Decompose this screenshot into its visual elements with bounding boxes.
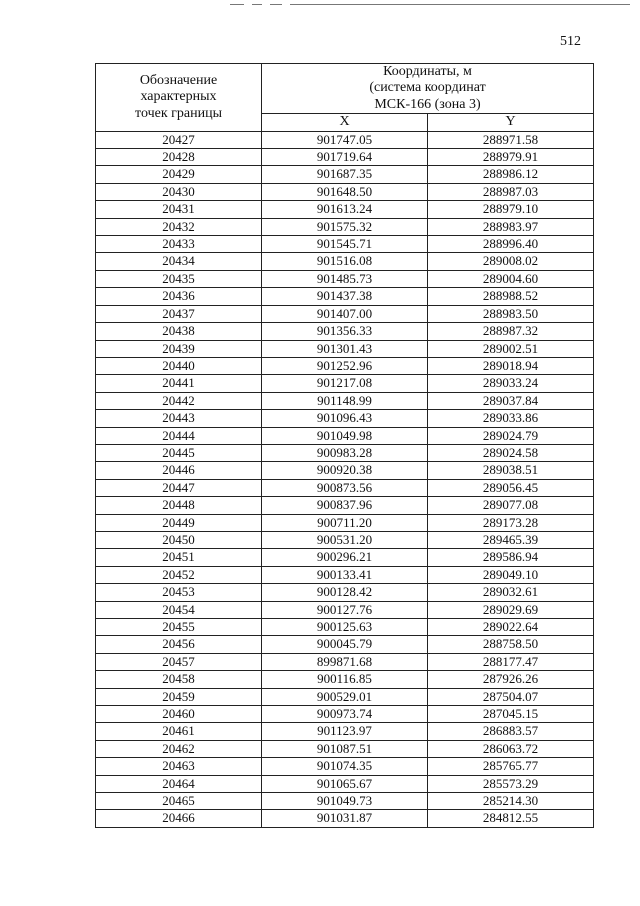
y-cell: 285214.30 xyxy=(428,793,594,810)
x-cell: 901096.43 xyxy=(262,410,428,427)
table-row xyxy=(96,793,594,810)
table-row xyxy=(96,218,594,235)
x-cell: 901648.50 xyxy=(262,183,428,200)
table-row xyxy=(96,323,594,340)
x-cell: 900920.38 xyxy=(262,462,428,479)
table-row xyxy=(96,688,594,705)
page-number: 512 xyxy=(560,34,581,49)
y-cell: 289033.24 xyxy=(428,375,594,392)
y-cell: 284812.55 xyxy=(428,810,594,827)
header-coords-line: Координаты, м xyxy=(383,64,472,79)
x-cell: 900531.20 xyxy=(262,531,428,548)
point-id-cell: 20441 xyxy=(96,375,262,392)
x-cell: 901575.32 xyxy=(262,218,428,235)
point-id-cell: 20428 xyxy=(96,149,262,166)
y-cell: 285573.29 xyxy=(428,775,594,792)
table-row xyxy=(96,723,594,740)
x-cell: 900873.56 xyxy=(262,479,428,496)
y-cell: 289049.10 xyxy=(428,566,594,583)
point-id-cell: 20432 xyxy=(96,218,262,235)
x-cell: 901123.97 xyxy=(262,723,428,740)
point-id-cell: 20451 xyxy=(96,549,262,566)
table-row xyxy=(96,531,594,548)
table-row xyxy=(96,410,594,427)
y-cell: 288983.97 xyxy=(428,218,594,235)
point-id-cell: 20429 xyxy=(96,166,262,183)
point-id-cell: 20434 xyxy=(96,253,262,270)
x-cell: 901148.99 xyxy=(262,392,428,409)
y-cell: 288983.50 xyxy=(428,305,594,322)
y-cell: 286063.72 xyxy=(428,740,594,757)
point-id-cell: 20457 xyxy=(96,653,262,670)
point-id-cell: 20455 xyxy=(96,619,262,636)
table-row xyxy=(96,201,594,218)
table-row xyxy=(96,392,594,409)
point-id-cell: 20443 xyxy=(96,410,262,427)
point-id-cell: 20448 xyxy=(96,497,262,514)
y-cell: 288971.58 xyxy=(428,131,594,148)
table-row xyxy=(96,236,594,253)
table-row xyxy=(96,131,594,148)
x-cell: 901356.33 xyxy=(262,323,428,340)
x-cell: 900133.41 xyxy=(262,566,428,583)
y-cell: 289033.86 xyxy=(428,410,594,427)
table-row xyxy=(96,444,594,461)
header-coords-line: (система координат xyxy=(369,80,486,96)
table-row xyxy=(96,305,594,322)
x-cell: 901407.00 xyxy=(262,305,428,322)
table-header xyxy=(96,64,594,132)
header-coords-line: МСК-166 (зона 3) xyxy=(374,96,481,112)
y-cell: 288979.10 xyxy=(428,201,594,218)
x-cell: 900125.63 xyxy=(262,619,428,636)
table-row xyxy=(96,340,594,357)
table-row xyxy=(96,479,594,496)
x-cell: 900045.79 xyxy=(262,636,428,653)
x-cell: 900127.76 xyxy=(262,601,428,618)
y-cell: 289024.79 xyxy=(428,427,594,444)
point-id-cell: 20444 xyxy=(96,427,262,444)
table-row xyxy=(96,566,594,583)
x-cell: 901485.73 xyxy=(262,270,428,287)
table-row xyxy=(96,671,594,688)
x-cell: 899871.68 xyxy=(262,653,428,670)
y-cell: 289004.60 xyxy=(428,270,594,287)
y-cell: 288177.47 xyxy=(428,653,594,670)
point-id-cell: 20460 xyxy=(96,706,262,723)
y-cell: 289029.69 xyxy=(428,601,594,618)
table-row xyxy=(96,149,594,166)
point-id-cell: 20427 xyxy=(96,131,262,148)
table-row xyxy=(96,601,594,618)
x-cell: 901031.87 xyxy=(262,810,428,827)
header-x: X xyxy=(262,114,428,131)
y-cell: 288987.32 xyxy=(428,323,594,340)
point-id-cell: 20453 xyxy=(96,584,262,601)
point-id-cell: 20435 xyxy=(96,270,262,287)
x-cell: 900116.85 xyxy=(262,671,428,688)
point-id-cell: 20465 xyxy=(96,793,262,810)
y-cell: 288996.40 xyxy=(428,236,594,253)
table-row xyxy=(96,775,594,792)
x-cell: 901719.64 xyxy=(262,149,428,166)
table-row xyxy=(96,740,594,757)
table-row xyxy=(96,706,594,723)
table-row xyxy=(96,636,594,653)
point-id-cell: 20445 xyxy=(96,444,262,461)
y-cell: 286883.57 xyxy=(428,723,594,740)
y-cell: 289077.08 xyxy=(428,497,594,514)
header-id-line: Обозначение xyxy=(139,72,218,88)
y-cell: 288758.50 xyxy=(428,636,594,653)
y-cell: 289586.94 xyxy=(428,549,594,566)
point-id-cell: 20436 xyxy=(96,288,262,305)
table-row xyxy=(96,653,594,670)
x-cell: 900837.96 xyxy=(262,497,428,514)
x-cell: 901217.08 xyxy=(262,375,428,392)
table-row xyxy=(96,584,594,601)
x-cell: 901437.38 xyxy=(262,288,428,305)
header-id-line: характерных xyxy=(140,89,217,105)
x-cell: 900128.42 xyxy=(262,584,428,601)
point-id-cell: 20449 xyxy=(96,514,262,531)
y-cell: 289465.39 xyxy=(428,531,594,548)
table-row xyxy=(96,183,594,200)
table-row xyxy=(96,270,594,287)
table-row xyxy=(96,514,594,531)
y-cell: 287504.07 xyxy=(428,688,594,705)
point-id-cell: 20458 xyxy=(96,671,262,688)
x-cell: 900296.21 xyxy=(262,549,428,566)
point-id-cell: 20466 xyxy=(96,810,262,827)
y-cell: 289002.51 xyxy=(428,340,594,357)
y-cell: 288988.52 xyxy=(428,288,594,305)
point-id-cell: 20431 xyxy=(96,201,262,218)
y-cell: 289024.58 xyxy=(428,444,594,461)
x-cell: 901049.73 xyxy=(262,793,428,810)
table-row xyxy=(96,549,594,566)
table-row xyxy=(96,357,594,374)
x-cell: 901613.24 xyxy=(262,201,428,218)
table-row xyxy=(96,166,594,183)
y-cell: 287926.26 xyxy=(428,671,594,688)
header-y: Y xyxy=(428,114,594,131)
y-cell: 289173.28 xyxy=(428,514,594,531)
point-id-cell: 20459 xyxy=(96,688,262,705)
table-row xyxy=(96,375,594,392)
x-cell: 901301.43 xyxy=(262,340,428,357)
x-cell: 901087.51 xyxy=(262,740,428,757)
table-row xyxy=(96,810,594,827)
x-cell: 900529.01 xyxy=(262,688,428,705)
x-cell: 901074.35 xyxy=(262,758,428,775)
point-id-cell: 20433 xyxy=(96,236,262,253)
x-cell: 901049.98 xyxy=(262,427,428,444)
top-scan-lines xyxy=(230,4,630,8)
x-cell: 901747.05 xyxy=(262,131,428,148)
x-cell: 901545.71 xyxy=(262,236,428,253)
header-id-line: точек границы xyxy=(135,105,222,121)
header-point-id xyxy=(96,64,262,132)
table-row xyxy=(96,462,594,479)
x-cell: 900983.28 xyxy=(262,444,428,461)
table-row xyxy=(96,253,594,270)
x-cell: 901687.35 xyxy=(262,166,428,183)
table-row xyxy=(96,758,594,775)
y-cell: 289018.94 xyxy=(428,357,594,374)
table-row xyxy=(96,427,594,444)
y-cell: 289037.84 xyxy=(428,392,594,409)
point-id-cell: 20454 xyxy=(96,601,262,618)
point-id-cell: 20430 xyxy=(96,183,262,200)
point-id-cell: 20463 xyxy=(96,758,262,775)
point-id-cell: 20464 xyxy=(96,775,262,792)
y-cell: 288986.12 xyxy=(428,166,594,183)
y-cell: 288987.03 xyxy=(428,183,594,200)
x-cell: 901516.08 xyxy=(262,253,428,270)
y-cell: 289008.02 xyxy=(428,253,594,270)
x-cell: 901252.96 xyxy=(262,357,428,374)
table-row xyxy=(96,619,594,636)
x-cell: 900973.74 xyxy=(262,706,428,723)
y-cell: 289038.51 xyxy=(428,462,594,479)
point-id-cell: 20439 xyxy=(96,340,262,357)
point-id-cell: 20446 xyxy=(96,462,262,479)
point-id-cell: 20447 xyxy=(96,479,262,496)
point-id-cell: 20438 xyxy=(96,323,262,340)
y-cell: 285765.77 xyxy=(428,758,594,775)
coordinates-table xyxy=(95,63,594,828)
y-cell: 289022.64 xyxy=(428,619,594,636)
point-id-cell: 20442 xyxy=(96,392,262,409)
point-id-cell: 20456 xyxy=(96,636,262,653)
table-row xyxy=(96,288,594,305)
table-row xyxy=(96,497,594,514)
y-cell: 288979.91 xyxy=(428,149,594,166)
x-cell: 900711.20 xyxy=(262,514,428,531)
header-coordinates xyxy=(262,64,594,114)
point-id-cell: 20440 xyxy=(96,357,262,374)
point-id-cell: 20462 xyxy=(96,740,262,757)
y-cell: 287045.15 xyxy=(428,706,594,723)
y-cell: 289056.45 xyxy=(428,479,594,496)
point-id-cell: 20450 xyxy=(96,531,262,548)
point-id-cell: 20437 xyxy=(96,305,262,322)
point-id-cell: 20461 xyxy=(96,723,262,740)
table-body xyxy=(96,131,594,827)
y-cell: 289032.61 xyxy=(428,584,594,601)
point-id-cell: 20452 xyxy=(96,566,262,583)
x-cell: 901065.67 xyxy=(262,775,428,792)
